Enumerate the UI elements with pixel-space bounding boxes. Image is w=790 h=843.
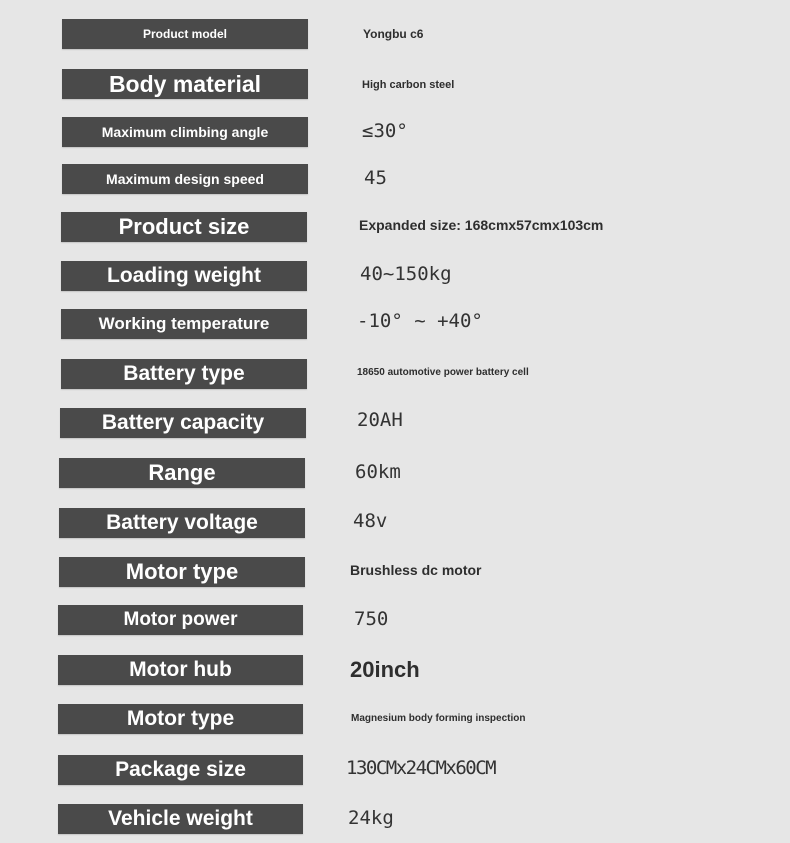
spec-label: Maximum design speed (62, 164, 308, 194)
spec-label: Battery type (61, 359, 307, 389)
spec-label: Battery voltage (59, 508, 305, 538)
spec-value: 20inch (350, 657, 420, 682)
spec-value: 48v (353, 510, 388, 532)
spec-value: Expanded size: 168cmx57cmx103cm (359, 217, 604, 233)
spec-value: ≤30° (362, 120, 408, 142)
spec-value: Brushless dc motor (350, 562, 482, 578)
spec-value: High carbon steel (362, 79, 455, 91)
spec-label: Motor type (58, 704, 303, 734)
spec-value: 750 (354, 608, 389, 630)
spec-value: Magnesium body forming inspection (351, 712, 526, 724)
spec-label: Motor type (59, 557, 305, 587)
spec-label: Product model (62, 19, 308, 49)
spec-label: Working temperature (61, 309, 307, 339)
spec-label: Product size (61, 212, 307, 242)
spec-value: 60km (355, 461, 401, 483)
spec-label: Range (59, 458, 305, 488)
spec-value: -10° ~ +40° (357, 310, 483, 332)
spec-label: Battery capacity (60, 408, 306, 438)
spec-value: 40~150kg (360, 263, 452, 285)
spec-label: Package size (58, 755, 303, 785)
spec-value: Yongbu c6 (363, 27, 424, 41)
spec-label: Vehicle weight (58, 804, 303, 834)
spec-value: 20AH (357, 409, 403, 431)
spec-label: Body material (62, 69, 308, 99)
spec-value: 45 (364, 167, 387, 189)
spec-label: Motor hub (58, 655, 303, 685)
spec-label: Motor power (58, 605, 303, 635)
spec-label: Loading weight (61, 261, 307, 291)
spec-value: 18650 automotive power battery cell (357, 366, 529, 378)
spec-label: Maximum climbing angle (62, 117, 308, 147)
spec-value: 130CMx24CMx60CM (346, 757, 496, 779)
spec-value: 24kg (348, 807, 394, 829)
